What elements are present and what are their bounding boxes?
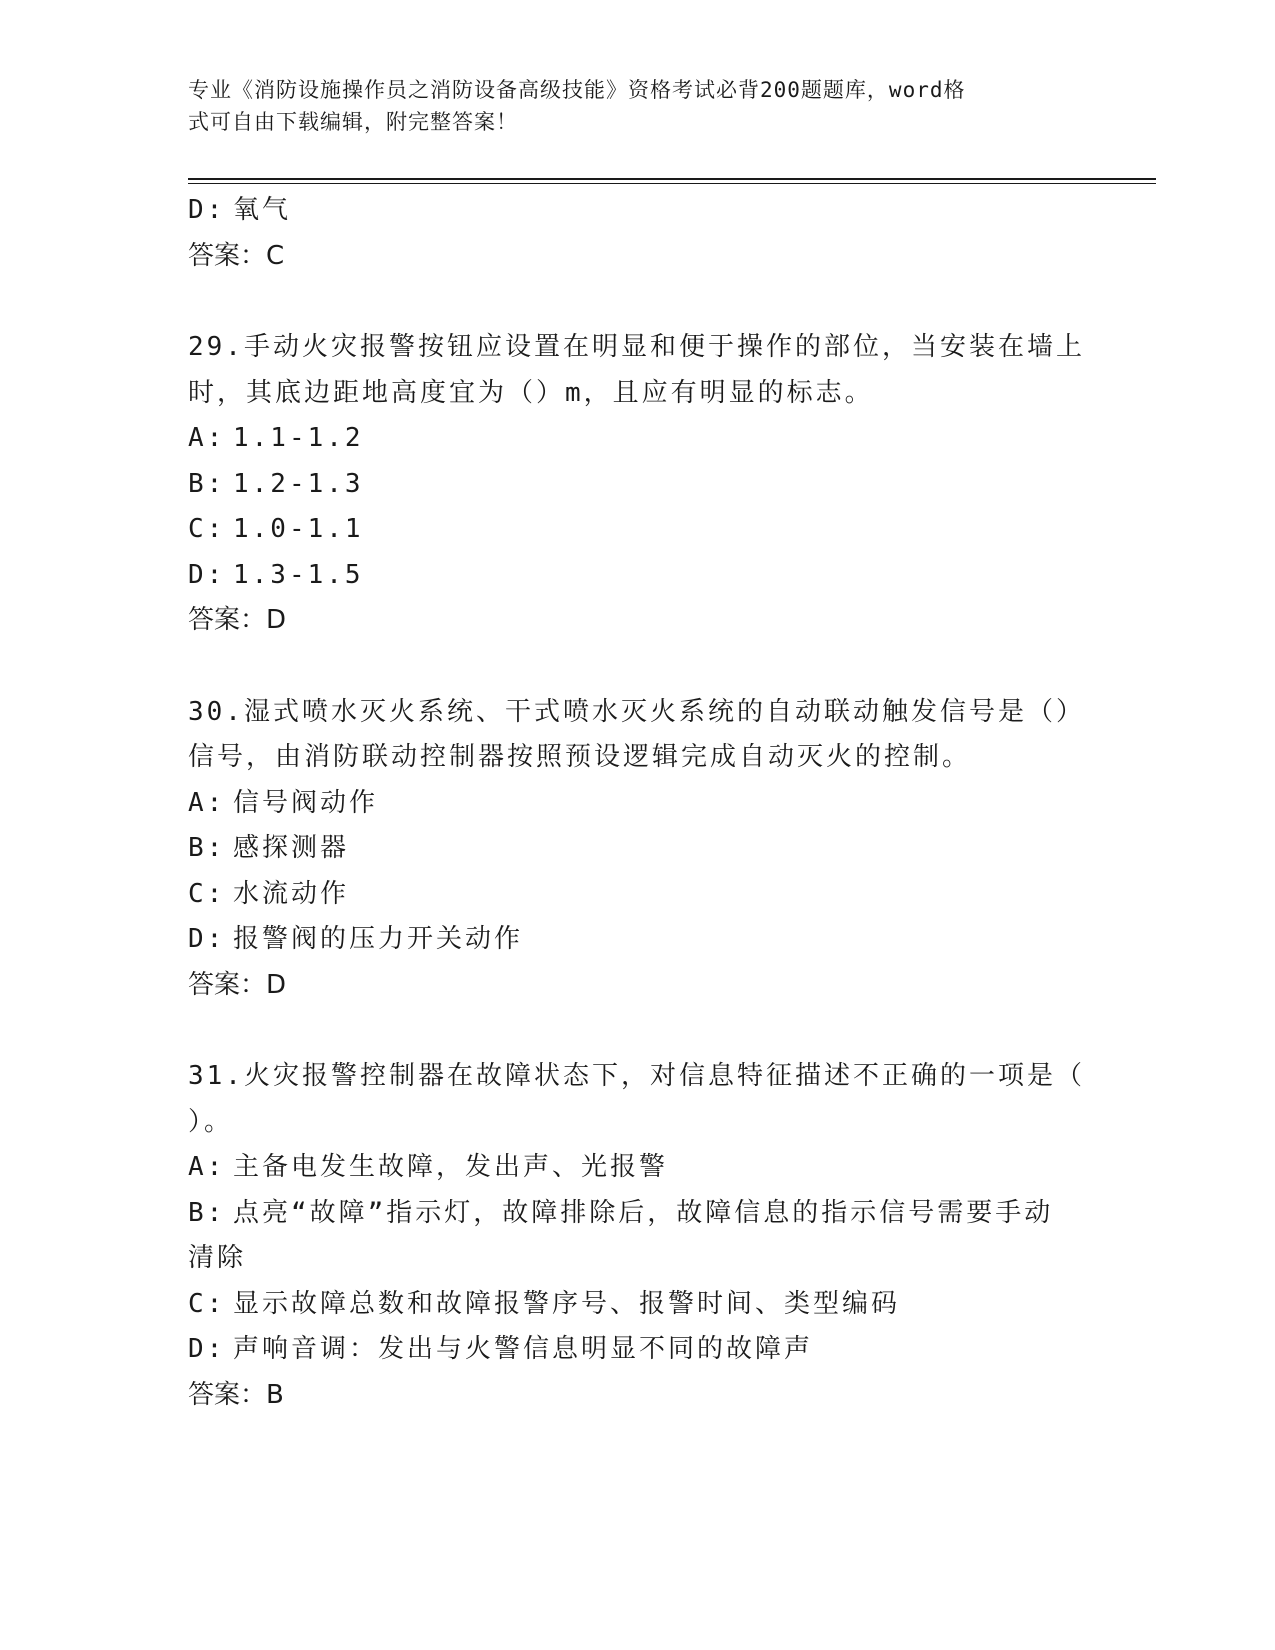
question-29-option-b (188, 462, 1078, 508)
question-31-option-d (188, 1327, 1078, 1373)
question-31-text-line-2: ）。 (188, 1106, 234, 1137)
option-text: 报警阀的压力开关动作 (233, 924, 524, 954)
option-label: A: (188, 1152, 226, 1182)
question-31-option-a (188, 1145, 1078, 1191)
question-30-option-b (188, 826, 1078, 872)
option-text: 1.3-1.5 (233, 559, 364, 590)
option-text: 氧气 (233, 195, 292, 225)
option-label: D: (188, 1334, 226, 1364)
question-31-text-line-1: 31.火灾报警控制器在故障状态下，对信息特征描述不正确的一项是（ (188, 1061, 1085, 1091)
option-label: A: (188, 423, 226, 453)
option-text: 1.1-1.2 (233, 423, 364, 453)
question-30-option-c (188, 872, 1078, 918)
option-label: A: (188, 787, 226, 818)
option-label: B: (188, 833, 226, 863)
option-text: 1.2-1.3 (233, 468, 364, 499)
question-content (188, 188, 1085, 1418)
question-29-option-c (188, 507, 1078, 553)
option-text: 声响音调：发出与火警信息明显不同的故障声 (233, 1334, 814, 1364)
question-29-text-line-1: 29.手动火灾报警按钮应设置在明显和便于操作的部位，当安装在墙上 (188, 332, 1085, 362)
question-31-option-b (188, 1191, 1078, 1237)
question-30-option-d (188, 917, 1078, 963)
header-line-1: 专业《消防设施操作员之消防设备高级技能》资格考试必背200题题库，word格 (188, 78, 966, 102)
option-label: D: (188, 195, 226, 225)
header-divider (188, 178, 1156, 184)
option-text: 水流动作 (233, 878, 350, 909)
question-29-option-a (188, 416, 1078, 462)
answer: 答案：C (188, 240, 285, 271)
option-label: D: (188, 924, 226, 954)
option-label: C: (188, 1288, 226, 1319)
question-29-option-d (188, 553, 1078, 599)
page-header (188, 74, 1078, 138)
option-text: 信号阀动作 (233, 787, 379, 818)
question-29-text-line-2: 时，其底边距地高度宜为（）m，且应有明显的标志。 (188, 377, 874, 408)
question-31-option-c (188, 1282, 1078, 1328)
question-30-text-line-2: 信号，由消防联动控制器按照预设逻辑完成自动灭火的控制。 (188, 742, 972, 772)
option-text: 感探测器 (233, 833, 350, 863)
question-30-answer: 答案：D (188, 969, 287, 1000)
option-text: 显示故障总数和故障报警序号、报警时间、类型编码 (233, 1288, 901, 1319)
question-30-option-a (188, 781, 1078, 827)
option-d (188, 188, 1078, 234)
header-line-2: 式可自由下载编辑，附完整答案！ (188, 110, 518, 134)
option-text: 点亮“故障”指示灯，故障排除后，故障信息的指示信号需要手动 (233, 1197, 1054, 1228)
question-30-text-line-1: 30.湿式喷水灭火系统、干式喷水灭火系统的自动联动触发信号是（） (188, 696, 1085, 727)
option-label: B: (188, 468, 226, 499)
question-29-answer: 答案：D (188, 605, 287, 635)
option-text: 主备电发生故障，发出声、光报警 (233, 1152, 669, 1182)
question-31-option-b-continued: 清除 (188, 1243, 247, 1273)
option-text: 1.0-1.1 (233, 514, 364, 544)
option-label: C: (188, 514, 226, 544)
option-label: D: (188, 559, 226, 590)
option-label: C: (188, 878, 226, 909)
question-31-answer: 答案：B (188, 1379, 284, 1410)
option-label: B: (188, 1197, 226, 1228)
